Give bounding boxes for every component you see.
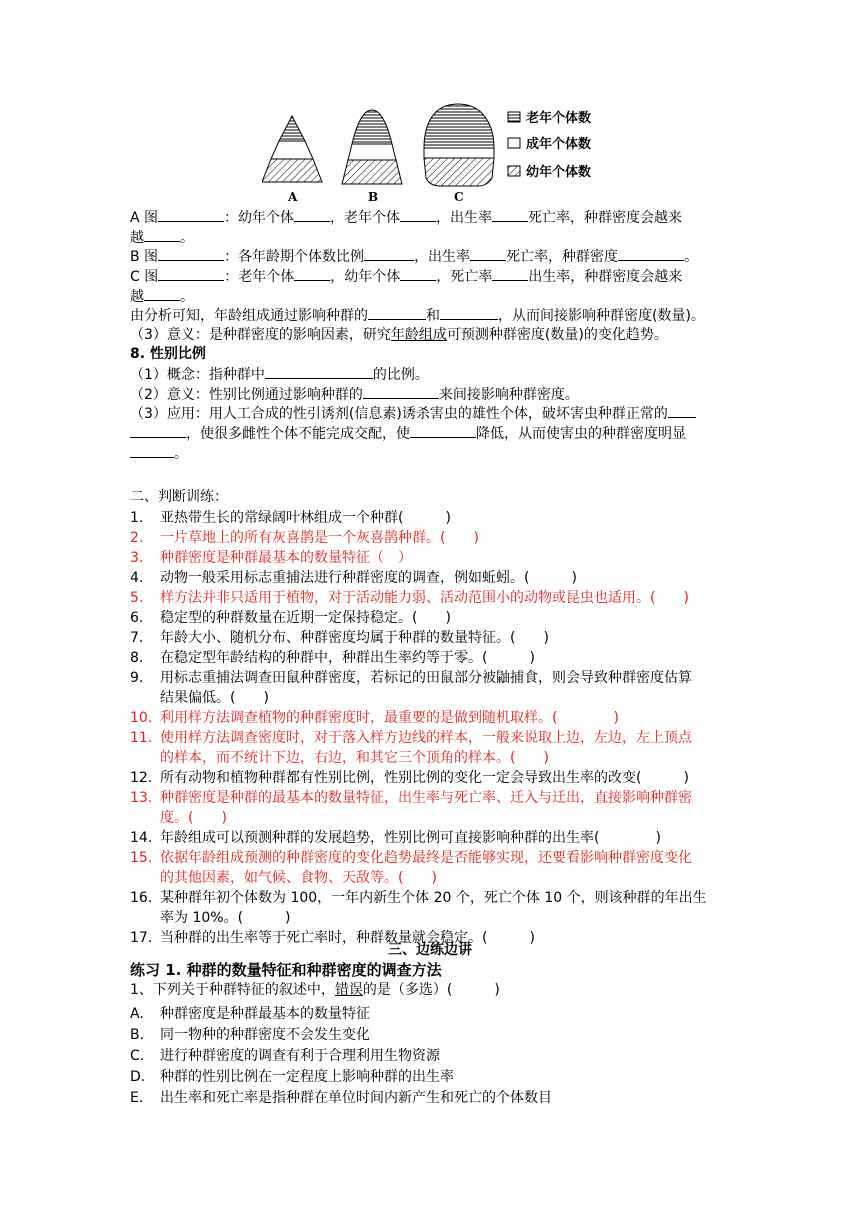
judge-item-text: 使用样方法调查密度时，对于落入样方边线的样本，一般来说取上边，左边，左上顶点	[160, 730, 692, 746]
judge-item	[130, 828, 661, 848]
judge-item-number: 14.	[130, 830, 153, 846]
section3-title: 三、边练边讲	[388, 942, 472, 958]
judge-title: 二、判断训练：	[130, 489, 228, 505]
judge-item	[130, 588, 689, 608]
judge-item	[130, 768, 689, 788]
line-a2: 越 。	[130, 227, 194, 248]
line-c1: C 图 ：老年个体 ，幼年个体 ，死亡率 出生率，种群密度会越来	[130, 266, 682, 287]
option-item	[130, 1067, 454, 1087]
judge-item-continuation: 结果偏低。( )	[160, 690, 269, 706]
judge-item-number: 1.	[130, 510, 144, 526]
judge-item-continuation: 的样本，而不统计下边，右边，和其它三个顶角的样本。( )	[160, 750, 549, 766]
judge-item-number: 4.	[130, 570, 144, 586]
judge-item-text: 年龄大小、随机分布、种群密度均属于种群的数量特征。( )	[160, 630, 549, 646]
judge-item	[130, 708, 619, 728]
legend-old: 老年个体数	[526, 111, 592, 126]
judge-item-continuation: 率为 10%。( )	[160, 910, 291, 926]
judge-item	[130, 508, 451, 528]
line-c2: 越 。	[130, 286, 194, 307]
judge-item-number: 7.	[130, 630, 144, 646]
legend-young-swatch	[508, 166, 520, 176]
label-a: A	[288, 190, 298, 204]
judge-item	[130, 668, 692, 688]
judge-item-text: 在稳定型年龄结构的种群中，种群出生率约等于零。( )	[160, 650, 535, 666]
line-a1: A 图 ：幼年个体 ，老年个体 ，出生率 死亡率，种群密度会越来	[130, 207, 682, 228]
option-key: B.	[130, 1027, 145, 1043]
judge-item-text: 亚热带生长的常绿阔叶林组成一个种群( )	[160, 510, 451, 526]
line-meaning3: （3）意义：是种群密度的影响因素，研究年龄组成可预测种群密度(数量)的变化趋势。	[130, 327, 668, 343]
judge-item-continuation: 的其他因素，如气候、食物、天敌等。( )	[160, 870, 437, 886]
pyramid-b	[342, 110, 402, 184]
judge-item-text: 动物一般采用标志重捕法进行种群密度的调查，例如蚯蚓。( )	[160, 570, 577, 586]
judge-item	[130, 728, 692, 748]
option-key: E.	[130, 1090, 144, 1106]
judge-item	[130, 628, 549, 648]
judge-item-number: 12.	[130, 770, 153, 786]
option-item	[130, 1004, 370, 1024]
judge-item	[130, 548, 412, 568]
option-item	[130, 1046, 440, 1066]
sex-ratio-title: 8. 性别比例	[130, 346, 206, 362]
pyramid-a	[262, 116, 322, 182]
judge-item-number: 2.	[130, 530, 144, 546]
judge-item-text: 稳定型的种群数量在近期一定保持稳定。( )	[160, 610, 451, 626]
judge-item-text: 依据年龄组成预测的种群密度的变化趋势最终是否能够实现，还要看影响种群密度变化	[160, 850, 692, 866]
judge-item-number: 8.	[130, 650, 144, 666]
judge-item-number: 13.	[130, 790, 153, 806]
line-sex1: （1）概念：指种群中 的比例。	[130, 364, 429, 385]
line-sex3c: 。	[130, 443, 188, 464]
judge-item-text: 某种群年初个体数为 100，一年内新生个体 20 个，死亡个体 10 个，则该种群的年出生	[160, 890, 707, 906]
option-text: 同一物种的种群密度不会发生变化	[160, 1027, 370, 1043]
judge-item	[130, 608, 451, 628]
judge-item-number: 17.	[130, 930, 153, 946]
judge-item	[130, 848, 692, 868]
judge-item-text: 年龄组成可以预测种群的发展趋势，性别比例可直接影响种群的出生率( )	[160, 830, 661, 846]
legend-old-swatch	[508, 112, 520, 122]
option-text: 进行种群密度的调查有利于合理利用生物资源	[160, 1048, 440, 1064]
judge-item-text: 一片草地上的所有灰喜鹊是一个灰喜鹊种群。( )	[160, 530, 479, 546]
legend-adult: 成年个体数	[526, 137, 592, 152]
judge-item-number: 15.	[130, 850, 153, 866]
judge-item-text: 用标志重捕法调查田鼠种群密度，若标记的田鼠部分被鼬捕食，则会导致种群密度估算	[160, 670, 692, 686]
pyramid-c	[424, 104, 494, 186]
option-key: A.	[130, 1006, 144, 1022]
option-item	[130, 1088, 552, 1108]
option-key: C.	[130, 1048, 145, 1064]
option-text: 出生率和死亡率是指种群在单位时间内新产生和死亡的个体数目	[160, 1090, 552, 1106]
practice-title: 练习 1. 种群的数量特征和种群密度的调查方法	[130, 961, 442, 979]
judge-item	[130, 568, 577, 588]
judge-item-text: 利用样方法调查植物的种群密度时，最重要的是做到随机取样。( )	[160, 710, 619, 726]
judge-item-number: 9.	[130, 670, 144, 686]
legend-adult-swatch	[508, 138, 520, 148]
judge-item-number: 3.	[130, 550, 144, 566]
question-1: 1、下列关于种群特征的叙述中，错误的是（多选）( )	[130, 982, 500, 998]
label-c: C	[454, 190, 464, 204]
age-structure-figure	[262, 96, 602, 206]
judge-item-continuation: 度。( )	[160, 810, 227, 826]
label-b: B	[368, 190, 379, 204]
option-text: 种群密度是种群最基本的数量特征	[160, 1006, 370, 1022]
option-item	[130, 1025, 370, 1045]
legend-young: 幼年个体数	[526, 165, 592, 180]
judge-item-text: 种群密度是种群的最基本的数量特征，出生率与死亡率、迁入与迁出，直接影响种群密	[160, 790, 692, 806]
line-sex2: （2）意义：性别比例通过影响种群的 来间接影响种群密度。	[130, 384, 579, 405]
line-b1: B 图 ：各年龄期个体数比例 ，出生率 死亡率，种群密度 。	[130, 246, 698, 267]
judge-item-text: 样方法并非只适用于植物，对于活动能力弱、活动范围小的动物或昆虫也适用。( )	[160, 590, 689, 606]
judge-item-number: 6.	[130, 610, 144, 626]
judge-item-text: 种群密度是种群最基本的数量特征（ ）	[160, 550, 412, 566]
line-analysis: 由分析可知，年龄组成通过影响种群的 和 ，从而间接影响种群密度(数量)。	[130, 305, 705, 326]
judge-item-number: 10.	[130, 710, 153, 726]
judge-item-number: 5.	[130, 590, 144, 606]
judge-item	[130, 888, 707, 908]
option-key: D.	[130, 1069, 146, 1085]
line-sex3a: （3）应用：用人工合成的性引诱剂(信息素)诱杀害虫的雄性个体，破坏害虫种群正常的	[130, 403, 696, 424]
judge-item	[130, 648, 535, 668]
judge-item-number: 16.	[130, 890, 153, 906]
judge-item-number: 11.	[130, 730, 153, 746]
option-text: 种群的性别比例在一定程度上影响种群的出生率	[160, 1069, 454, 1085]
judge-item	[130, 528, 479, 548]
judge-item-text: 所有动物和植物种群都有性别比例，性别比例的变化一定会导致出生率的改变( )	[160, 770, 689, 786]
judge-item	[130, 788, 692, 808]
judge-item-text: 当种群的出生率等于死亡率时，种群数量就会稳定。( )	[160, 930, 535, 946]
line-sex3b: ，使很多雌性个体不能完成交配，使 降低，从而使害虫的种群密度明显	[130, 423, 686, 444]
